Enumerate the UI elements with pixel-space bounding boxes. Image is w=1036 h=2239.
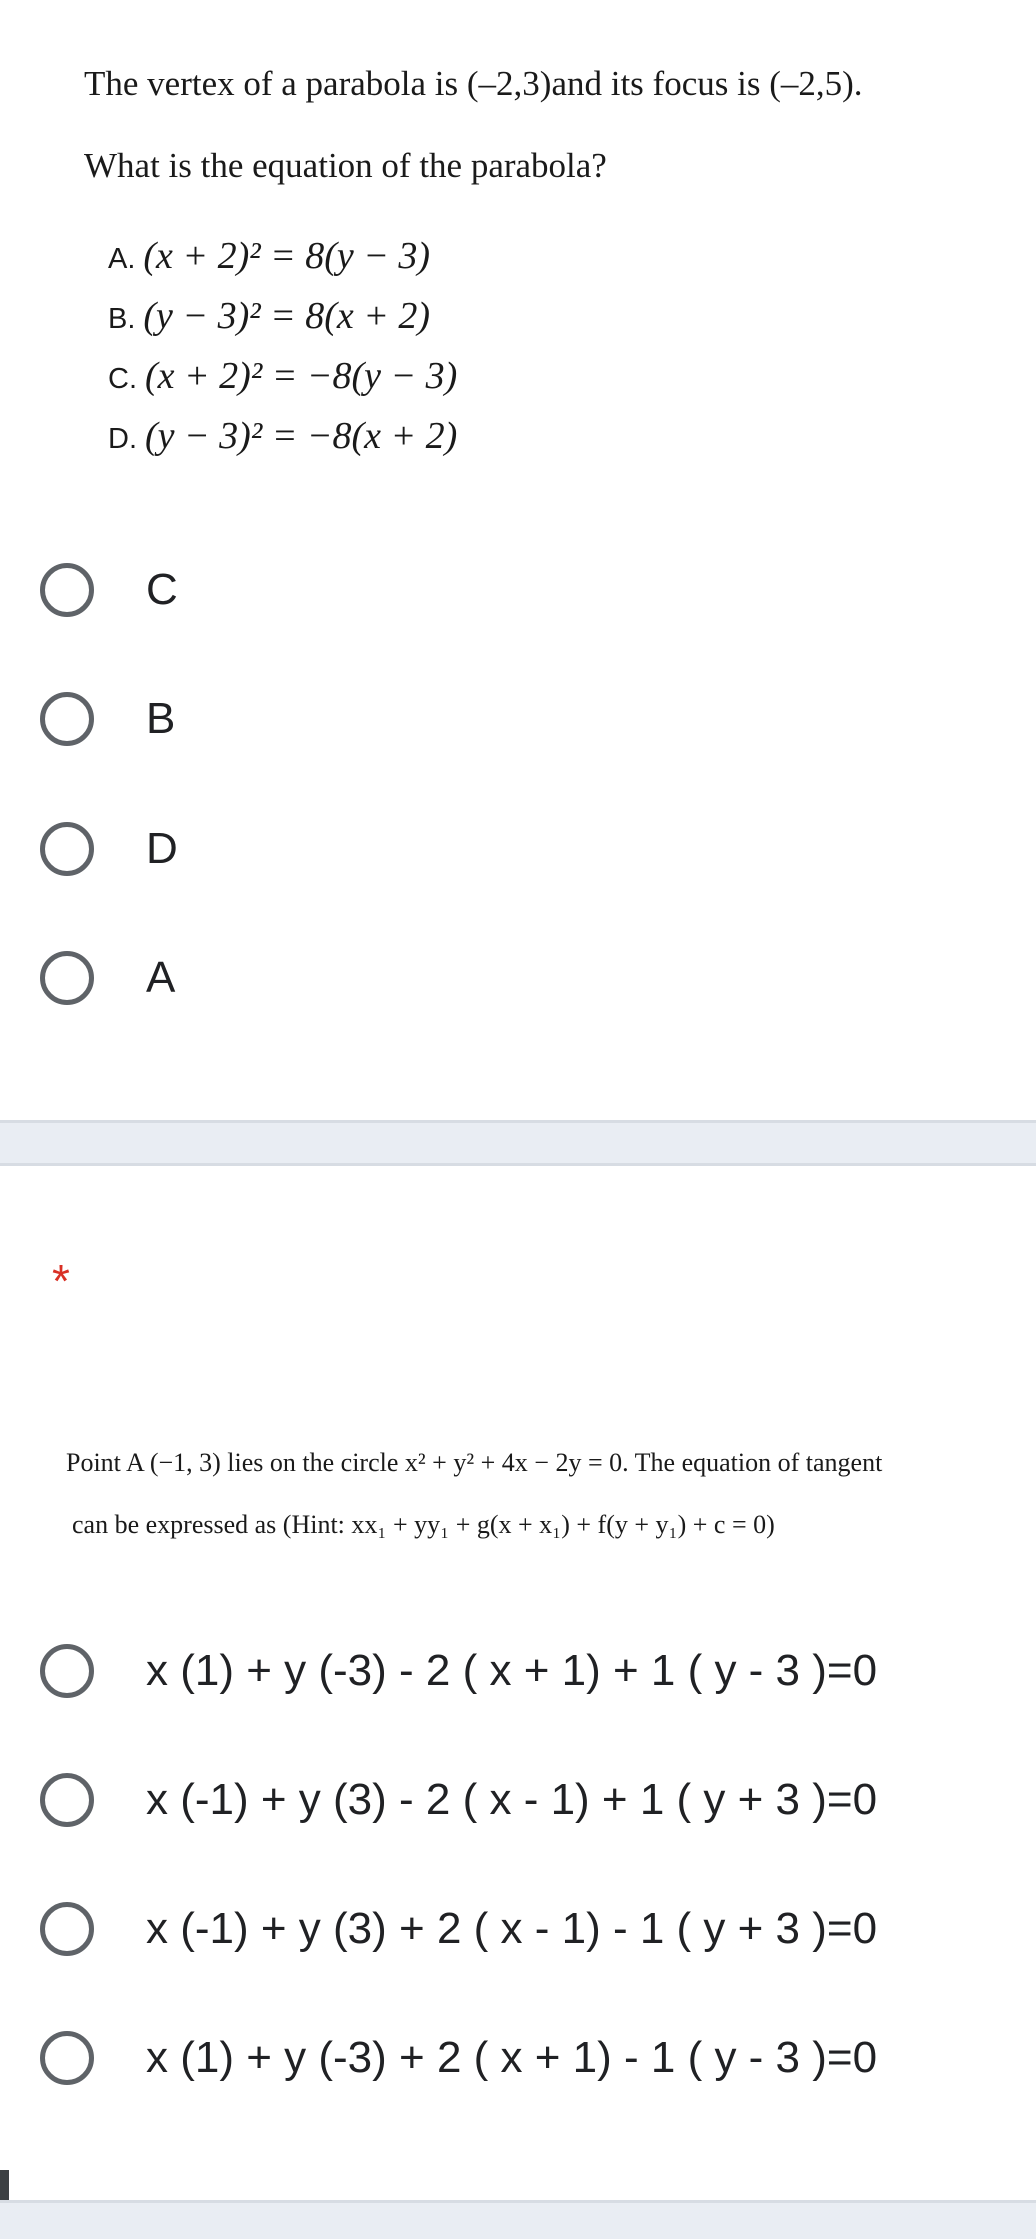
radio-button[interactable] (40, 2031, 94, 2085)
focus-value: (–2,5) (769, 64, 854, 103)
radio-button[interactable] (40, 951, 94, 1005)
q2-choice-1[interactable]: x (1) + y (-3) - 2 ( x + 1) + 1 ( y - 3 )=0 (40, 1644, 877, 1698)
option-d-equation: (y − 3)² = −8(x + 2) (145, 415, 458, 457)
q1-choice-d[interactable]: D (40, 822, 178, 876)
q1-choice-a[interactable]: A (40, 951, 175, 1005)
question1-option-d: D. (y − 3)² = −8(x + 2) (108, 415, 458, 457)
radio-button[interactable] (40, 1773, 94, 1827)
question1-option-b: B. (y − 3)² = 8(x + 2) (108, 295, 431, 337)
section-divider-bottom (0, 2200, 1036, 2239)
q2-choice-3[interactable]: x (-1) + y (3) + 2 ( x - 1) - 1 ( y + 3 )=0 (40, 1902, 877, 1956)
question1-option-c: C. (x + 2)² = −8(y − 3) (108, 355, 458, 397)
radio-button[interactable] (40, 563, 94, 617)
q2-choice-4[interactable]: x (1) + y (-3) + 2 ( x + 1) - 1 ( y - 3 )=0 (40, 2031, 877, 2085)
q1-choice-b[interactable]: B (40, 692, 175, 746)
vertex-value: (–2,3) (466, 64, 552, 103)
question2-line2: can be expressed as (Hint: xx₁ + yy₁ + g(x + x₁) + f(y + y₁) + c = 0) (72, 1510, 775, 1539)
section-divider (0, 1120, 1036, 1166)
question1-line1: The vertex of a parabola is (–2,3)and its focus is (–2,5). (84, 64, 863, 103)
radio-button[interactable] (40, 692, 94, 746)
radio-button[interactable] (40, 822, 94, 876)
required-marker: * (52, 1255, 70, 1307)
radio-button[interactable] (40, 1902, 94, 1956)
radio-button[interactable] (40, 1644, 94, 1698)
option-b-equation: (y − 3)² = 8(x + 2) (143, 295, 431, 337)
option-c-equation: (x + 2)² = −8(y − 3) (145, 355, 458, 397)
q2-choice-2[interactable]: x (-1) + y (3) - 2 ( x - 1) + 1 ( y + 3 )=0 (40, 1773, 877, 1827)
question2-line1: Point A (−1, 3) lies on the circle x² + y² + 4x − 2y = 0. The equation of tangent (66, 1448, 883, 1477)
q1-choice-c[interactable]: C (40, 563, 178, 617)
option-a-equation: (x + 2)² = 8(y − 3) (143, 235, 431, 277)
question1-prompt: What is the equation of the parabola? (84, 146, 607, 185)
question1-option-a: A. (x + 2)² = 8(y − 3) (108, 235, 431, 277)
